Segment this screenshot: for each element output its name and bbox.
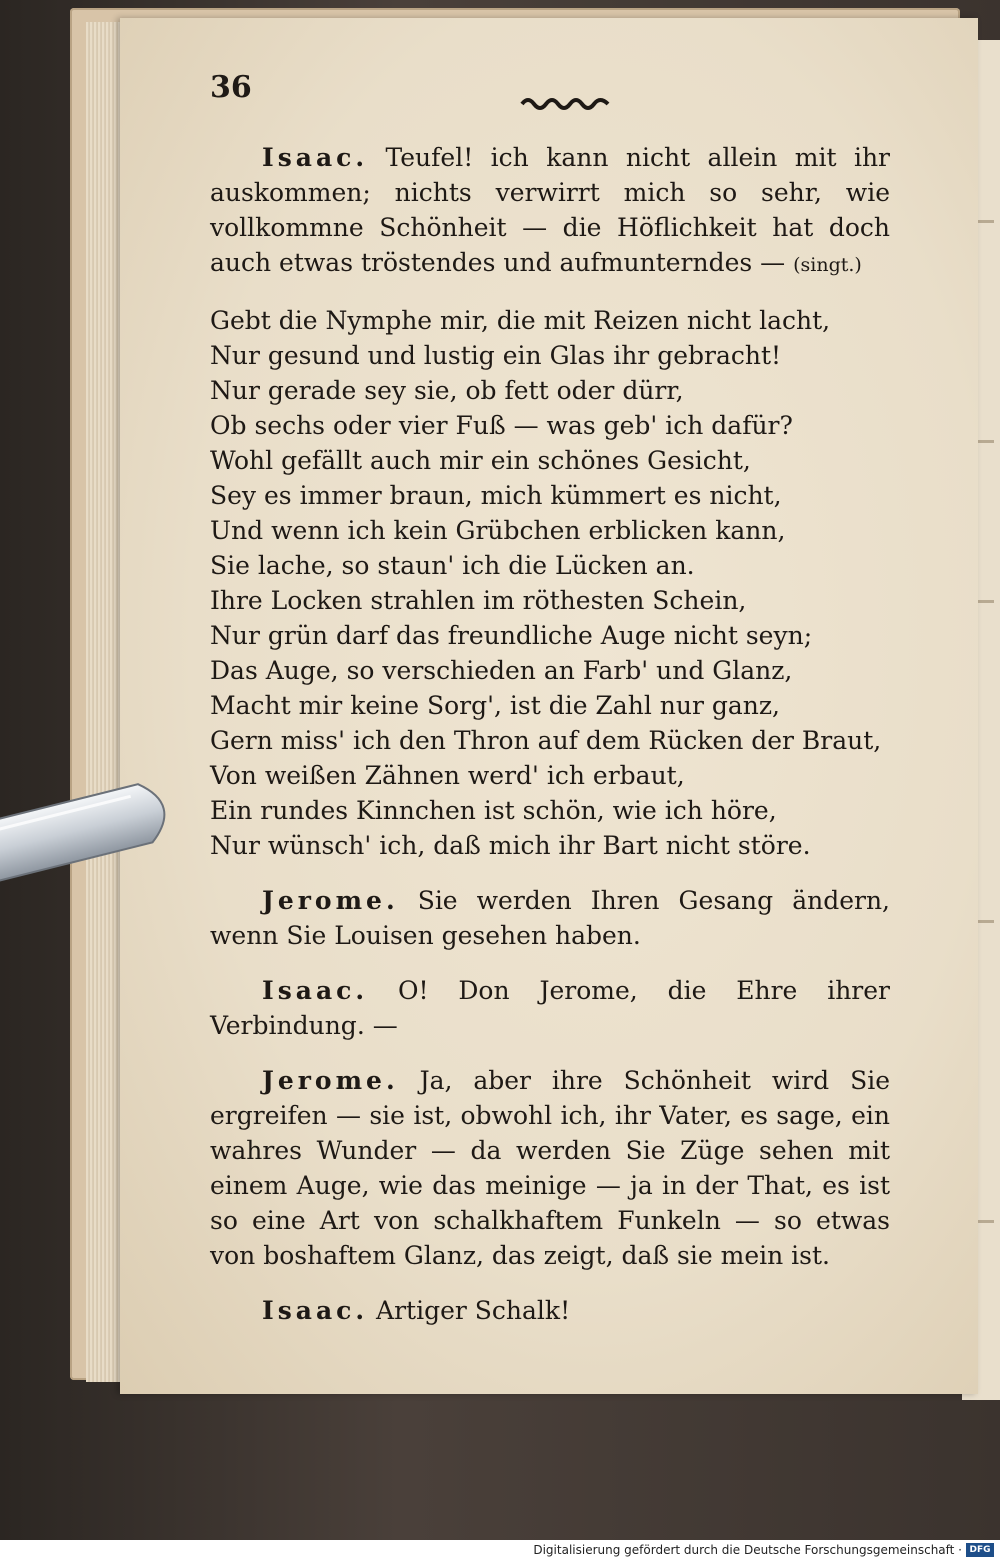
verse-line: Gebt die Nymphe mir, die mit Reizen nicht lacht, xyxy=(210,306,831,335)
dialogue-text: O! Don Jerome, die Ehre ihrer Verbindung. — xyxy=(210,976,890,1040)
page-number: 36 xyxy=(210,70,252,105)
verse-line: Nur gerade sey sie, ob fett oder dürr, xyxy=(210,376,684,405)
dialogue-paragraph xyxy=(210,883,890,953)
verse-line: Sey es immer braun, mich kümmert es nicht, xyxy=(210,481,782,510)
verse-line: Und wenn ich kein Grübchen erblicken kann, xyxy=(210,516,786,545)
verse-line: Von weißen Zähnen werd' ich erbaut, xyxy=(210,761,685,790)
speaker-name: Jerome. xyxy=(262,886,399,915)
page-content xyxy=(210,140,890,1348)
verse-line: Ein rundes Kinnchen ist schön, wie ich höre, xyxy=(210,796,777,825)
verse-line: Ob sechs oder vier Fuß — was geb' ich dafür? xyxy=(210,411,793,440)
verse-line: Wohl gefällt auch mir ein schönes Gesicht, xyxy=(210,446,751,475)
dialogue-text: Ja, aber ihre Schönheit wird Sie ergreifen — sie ist, obwohl ich, ihr Vater, es sage, ein wahres Wunder — da werden Sie Züge sehen mit einem Auge, wie das meinige — ja in der That, es ist so eine Art von schalkhaftem Funkeln — so etwas von boshaftem Glanz, das zeigt, daß sie mein ist. xyxy=(210,1066,890,1270)
dialogue-paragraph xyxy=(210,973,890,1043)
verse-line: Gern miss' ich den Thron auf dem Rücken der Braut, xyxy=(210,726,882,755)
song-verse xyxy=(210,303,890,863)
verse-line: Sie lache, so staun' ich die Lücken an. xyxy=(210,551,695,580)
dialogue-paragraph xyxy=(210,1063,890,1273)
dfg-logo-icon: DFG xyxy=(966,1543,994,1557)
wavy-ornament-icon xyxy=(520,96,612,110)
speaker-name: Isaac. xyxy=(262,143,369,172)
speaker-name: Jerome. xyxy=(262,1066,399,1095)
speaker-name: Isaac. xyxy=(262,1296,369,1325)
dialogue-paragraph xyxy=(210,1293,890,1328)
verse-line: Macht mir keine Sorg', ist die Zahl nur ganz, xyxy=(210,691,780,720)
dialogue-paragraph xyxy=(210,140,890,283)
verse-line: Nur wünsch' ich, daß mich ihr Bart nicht störe. xyxy=(210,831,811,860)
verse-line: Nur gesund und lustig ein Glas ihr gebracht! xyxy=(210,341,782,370)
footer-credit: Digitalisierung gefördert durch die Deutsche Forschungsgemeinschaft · xyxy=(533,1543,962,1557)
dialogue-text: Teufel! ich kann nicht allein mit ihr auskommen; nichts verwirrt mich so sehr, wie vollkommne Schönheit — die Höflichkeit hat doch auch etwas tröstendes und aufmunterndes — xyxy=(210,143,890,277)
verse-line: Ihre Locken strahlen im röthesten Schein, xyxy=(210,586,747,615)
footer xyxy=(0,1540,1000,1561)
verse-line: Das Auge, so verschieden an Farb' und Glanz, xyxy=(210,656,793,685)
dialogue-text: Artiger Schalk! xyxy=(376,1296,571,1325)
verse-line: Nur grün darf das freundliche Auge nicht seyn; xyxy=(210,621,813,650)
stage-direction: (singt.) xyxy=(793,254,862,276)
speaker-name: Isaac. xyxy=(262,976,369,1005)
dialogue-text: Sie werden Ihren Gesang ändern, wenn Sie Louisen gesehen haben. xyxy=(210,886,890,950)
